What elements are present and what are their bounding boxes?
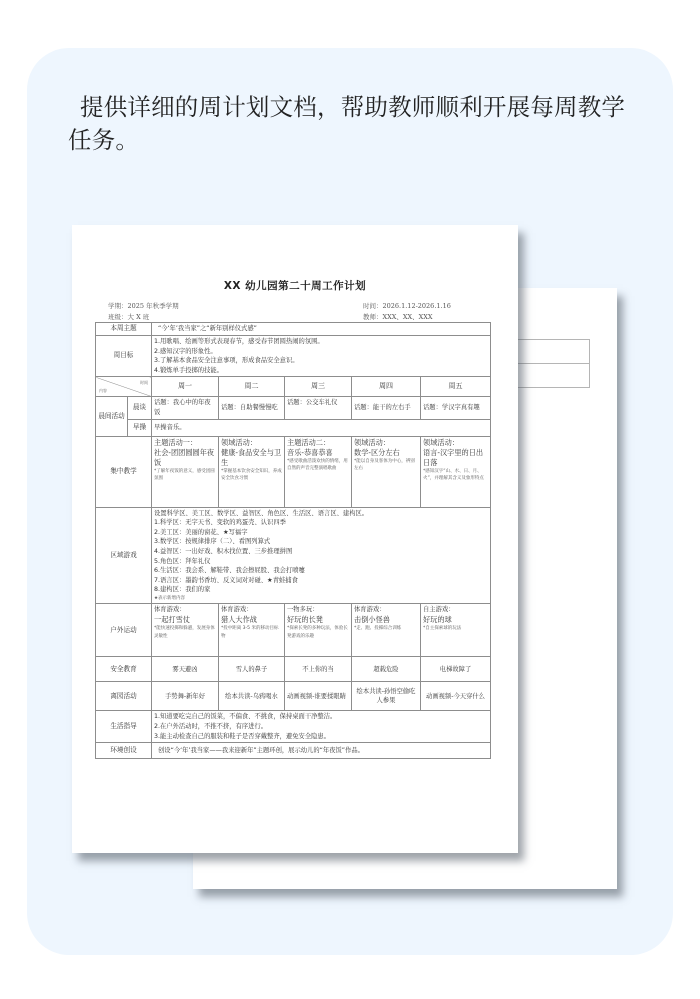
outdoor-tue [219, 604, 285, 657]
teaching-title: 语言-汉字里的日出日落 [423, 447, 484, 467]
outdoor-note: *自主探索球的玩法 [423, 626, 462, 631]
teaching-type: 领域活动： [221, 437, 257, 447]
outdoor-label: 户外运动 [96, 604, 152, 657]
environment-value: 创设“今‘年’我当家——我来迎新年”主题环创，展示幼儿的“年夜饭”作品。 [152, 743, 491, 759]
area-game-line: 设置科学区、美工区、数学区、益智区、角色区、生活区、语言区、建构区。 [154, 509, 369, 517]
header-time-label: 时间 [140, 380, 148, 386]
environment-label: 环境创设 [96, 743, 152, 759]
life-guidance-line: 2.在户外活动时，不推不挤，有序进行。 [154, 723, 268, 730]
header-content-label: 内容 [99, 387, 107, 393]
life-guidance-label: 生活指导 [96, 711, 152, 743]
area-game-line: 7.语言区：墨韵书香坊、反义词对对碰、★青蛙捕食 [154, 576, 298, 584]
morning-exercise-value: 早操音乐。 [152, 419, 491, 436]
teaching-label: 集中教学 [96, 436, 152, 507]
teaching-fri [421, 436, 491, 507]
document-page-front [72, 225, 518, 853]
time-label: 时间：2026.1.12-2026.1.16 [363, 302, 451, 310]
teaching-wed [285, 436, 352, 507]
headline: 提供详细的周计划文档，帮助教师顺利开展每周教学任务。 [68, 93, 626, 154]
theme-label: 本周主题 [96, 323, 152, 336]
teaching-title: 健康-食品安全与卫生 [221, 447, 282, 467]
area-game-line: 8.建构区：我们的家 [154, 586, 211, 594]
safety-label: 安全教育 [96, 657, 152, 682]
outdoor-note: *投中距离 3-5 米的移动目标物 [221, 626, 279, 639]
outdoor-title: 击倒小怪兽 [354, 615, 390, 624]
area-games-label: 区域游戏 [96, 507, 152, 604]
teachers-label: 教师：XXX、XX、XXX [363, 313, 433, 321]
teaching-title: 音乐-恭喜恭喜 [287, 447, 333, 457]
goals-row [96, 336, 491, 377]
outdoor-title: 好玩的球 [423, 615, 452, 624]
teaching-type: 领域活动： [423, 437, 459, 447]
safety-row [96, 657, 491, 682]
outdoor-note: *探索长凳的多种玩法，体验长凳游戏的乐趣 [287, 626, 348, 639]
morning-talk-tue: 话题：自助餐慢慢吃 [219, 397, 285, 419]
day-header-mon: 周一 [152, 377, 219, 397]
outdoor-type: 一物多玩： [287, 606, 319, 614]
life-guidance-line: 3.能主动检查自己的服装和鞋子是否穿戴整齐，避免安全隐患。 [154, 732, 331, 740]
outdoor-note: *走、跑、投掷综合训练 [354, 626, 402, 631]
leaving-mon: 手势舞-新年好 [152, 682, 219, 711]
day-header-fri: 周五 [421, 377, 491, 397]
safety-thu: 超载危险 [352, 657, 421, 682]
safety-tue: 雪人的鼻子 [219, 657, 285, 682]
area-game-line: 6.生活区：我会系、解鞋带、我会擦屁股、我会打喷嚏 [154, 567, 305, 575]
teaching-mon [152, 436, 219, 507]
document-title: XX 幼儿园第二十周工作计划 [223, 280, 367, 292]
outdoor-thu [352, 604, 421, 657]
safety-wed: 不上你的当 [285, 657, 352, 682]
area-games-list [152, 507, 491, 604]
morning-talk-thu: 话题：能干的左右手 [352, 397, 421, 419]
outdoor-title: 一起打雪仗 [154, 615, 190, 624]
area-game-line: 1.科学区：无字天书、变软的鸡蛋壳、认识四季 [154, 519, 286, 527]
teaching-note: *感知汉字“山、水、日、月、火”，并理解其含义及象形特点 [423, 468, 484, 482]
goals-list [152, 336, 491, 377]
diagonal-header-cell [96, 377, 152, 397]
outdoor-mon [152, 604, 219, 657]
leaving-row [96, 682, 491, 711]
goal-item: 4.锻炼单手投掷的技能。 [154, 366, 223, 374]
morning-exercise-label: 早操 [128, 419, 152, 436]
day-header-row [96, 377, 491, 397]
outdoor-type: 体育游戏： [221, 606, 253, 614]
leaving-fri: 动画视频-今天穿什么 [421, 682, 491, 711]
morning-talk-wed: 话题：公交车礼仪 [285, 397, 352, 419]
semester-label: 学期：2025 年秋季学期 [108, 302, 179, 310]
leaving-thu: 绘本共读-孙悟空偷吃人参果 [352, 682, 421, 711]
life-guidance-row [96, 711, 491, 743]
safety-fri: 电梯故障了 [421, 657, 491, 682]
area-game-line: 2.美工区：美丽的窗花、★写福字 [154, 528, 248, 536]
goal-item: 3.了解基本食品安全注意事项，形成食品安全意识。 [154, 357, 299, 365]
area-games-footnote: ★表示新增内容 [154, 595, 186, 601]
theme-value: “今‘年’我当家”之“新年别样仪式感” [152, 323, 491, 336]
goal-item: 2.感知汉字的形象性。 [154, 347, 217, 355]
teaching-type: 主题活动一： [154, 437, 198, 447]
outdoor-fri [421, 604, 491, 657]
teaching-tue [219, 436, 285, 507]
outdoor-row [96, 604, 491, 657]
day-header-wed: 周三 [285, 377, 352, 397]
environment-row [96, 743, 491, 759]
teaching-note: *了解年夜饭的意义，感受团圆氛围 [154, 468, 215, 482]
safety-mon: 雾天避凶 [152, 657, 219, 682]
area-game-line: 3.数学区：按规律排序（二）、看图列算式 [154, 538, 271, 546]
morning-exercise-row [96, 419, 491, 436]
morning-talk-row [96, 397, 491, 419]
outdoor-type: 体育游戏： [354, 606, 386, 614]
leaving-label: 离园活动 [96, 682, 152, 711]
weekly-plan-table [95, 322, 491, 759]
morning-activity-label: 晨间活动 [96, 397, 128, 436]
life-guidance-list [152, 711, 491, 743]
outdoor-title: 猎人大作战 [221, 615, 257, 624]
theme-row [96, 323, 491, 336]
teaching-row [96, 436, 491, 507]
morning-talk-fri: 话题：学汉字真有趣 [421, 397, 491, 419]
leaving-wed: 动画视频-谁要揉眼睛 [285, 682, 352, 711]
teaching-note: *掌握基本饮食安全知识，养成安全饮食习惯 [221, 468, 282, 482]
teaching-type: 领域活动： [354, 437, 390, 447]
area-game-line: 4.益智区：一出好戏、积木找位置、三步推理拼图 [154, 547, 293, 555]
day-header-tue: 周二 [219, 377, 285, 397]
outdoor-note: *能快速投掷和躲避，发展身体灵敏性 [154, 626, 215, 639]
teaching-note: *能以自身及客体为中心，辨别左右 [354, 458, 415, 472]
teaching-type: 主题活动二： [287, 437, 331, 447]
teaching-note: *感受歌曲活泼欢快的情绪，用自然的声音完整演唱歌曲 [287, 458, 348, 472]
teaching-title: 社会-团团圆圆年夜饭 [154, 447, 215, 467]
outdoor-title: 好玩的长凳 [287, 615, 323, 624]
morning-talk-mon: 话题：我心中的年夜饭 [152, 397, 219, 419]
outdoor-wed [285, 604, 352, 657]
teaching-title: 数学-区分左右 [354, 447, 400, 457]
class-label: 班级：大 X 班 [108, 313, 150, 321]
leaving-tue: 绘本共读-乌鸦喝水 [219, 682, 285, 711]
morning-talk-label: 晨谈 [128, 397, 152, 419]
outdoor-type: 自主游戏： [423, 606, 455, 614]
teaching-thu [352, 436, 421, 507]
life-guidance-line: 1.知道要吃完自己的饭菜，不偏食、不挑食，保持桌面干净整洁。 [154, 713, 337, 721]
day-header-thu: 周四 [352, 377, 421, 397]
outdoor-type: 体育游戏： [154, 606, 186, 614]
area-games-row [96, 507, 491, 604]
goals-label: 周目标 [96, 336, 152, 377]
goal-item: 1.用歌唱、绘画等形式表现春节，感受春节团圆热闹的氛围。 [154, 338, 324, 345]
area-game-line: 5.角色区：拜年礼仪 [154, 557, 211, 565]
